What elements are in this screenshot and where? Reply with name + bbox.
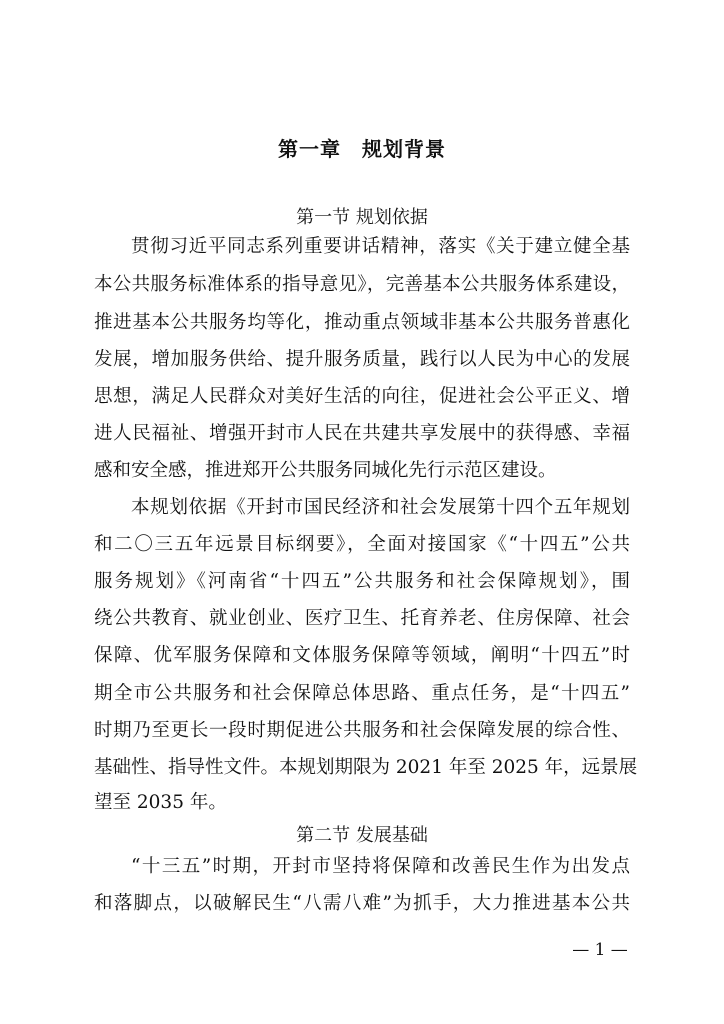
paragraph-line: 感和安全感，推进郑开公共服务同城化先行示范区建设。 — [94, 460, 557, 481]
paragraph-line: 和二〇三五年远景目标纲要》，全面对接国家《“十四五”公共 — [94, 534, 630, 555]
paragraph-line: “十三五”时期，开封市坚持将保障和改善民生作为出发点 — [131, 856, 630, 877]
paragraph-line: 时期乃至更长一段时期促进公共服务和社会保障发展的综合性、 — [94, 720, 630, 741]
paragraph-line: 保障、优军服务保障和文体服务保障等领域，阐明“十四五”时 — [94, 645, 630, 666]
paragraph-line: 本规划依据《开封市国民经济和社会发展第十四个五年规划 — [131, 497, 630, 518]
paragraph-line: 本公共服务标准体系的指导意见》，完善基本公共服务体系建设， — [94, 274, 630, 295]
chapter-title: 第一章 规划背景 — [278, 137, 446, 161]
section-title: 第二节 发展基础 — [296, 825, 428, 846]
paragraph-line: 基础性、指导性文件。本规划期限为 2021 年至 2025 年，远景展 — [94, 757, 638, 778]
section-title: 第一节 规划依据 — [296, 207, 428, 228]
paragraph-line: 发展，增加服务供给、提升服务质量，践行以人民为中心的发展 — [94, 349, 630, 370]
page-number: — 1 — — [572, 940, 628, 960]
paragraph-line: 和落脚点，以破解民生“八需八难”为抓手，大力推进基本公共 — [94, 893, 630, 914]
paragraph-line: 期全市公共服务和社会保障总体思路、重点任务，是“十四五” — [94, 683, 630, 704]
paragraph-line: 服务规划》《河南省“十四五”公共服务和社会保障规划》，围 — [94, 571, 630, 592]
paragraph-line: 望至 2035 年。 — [94, 792, 227, 813]
paragraph-line: 贯彻习近平同志系列重要讲话精神，落实《关于建立健全基 — [131, 236, 630, 257]
paragraph-line: 思想，满足人民群众对美好生活的向往，促进社会公平正义、增 — [94, 386, 630, 407]
paragraph-line: 绕公共教育、就业创业、医疗卫生、托育养老、住房保障、社会 — [94, 608, 630, 629]
paragraph-line: 推进基本公共服务均等化，推动重点领域非基本公共服务普惠化 — [94, 312, 630, 333]
paragraph-line: 进人民福祉、增强开封市人民在共建共享发展中的获得感、幸福 — [94, 423, 630, 444]
